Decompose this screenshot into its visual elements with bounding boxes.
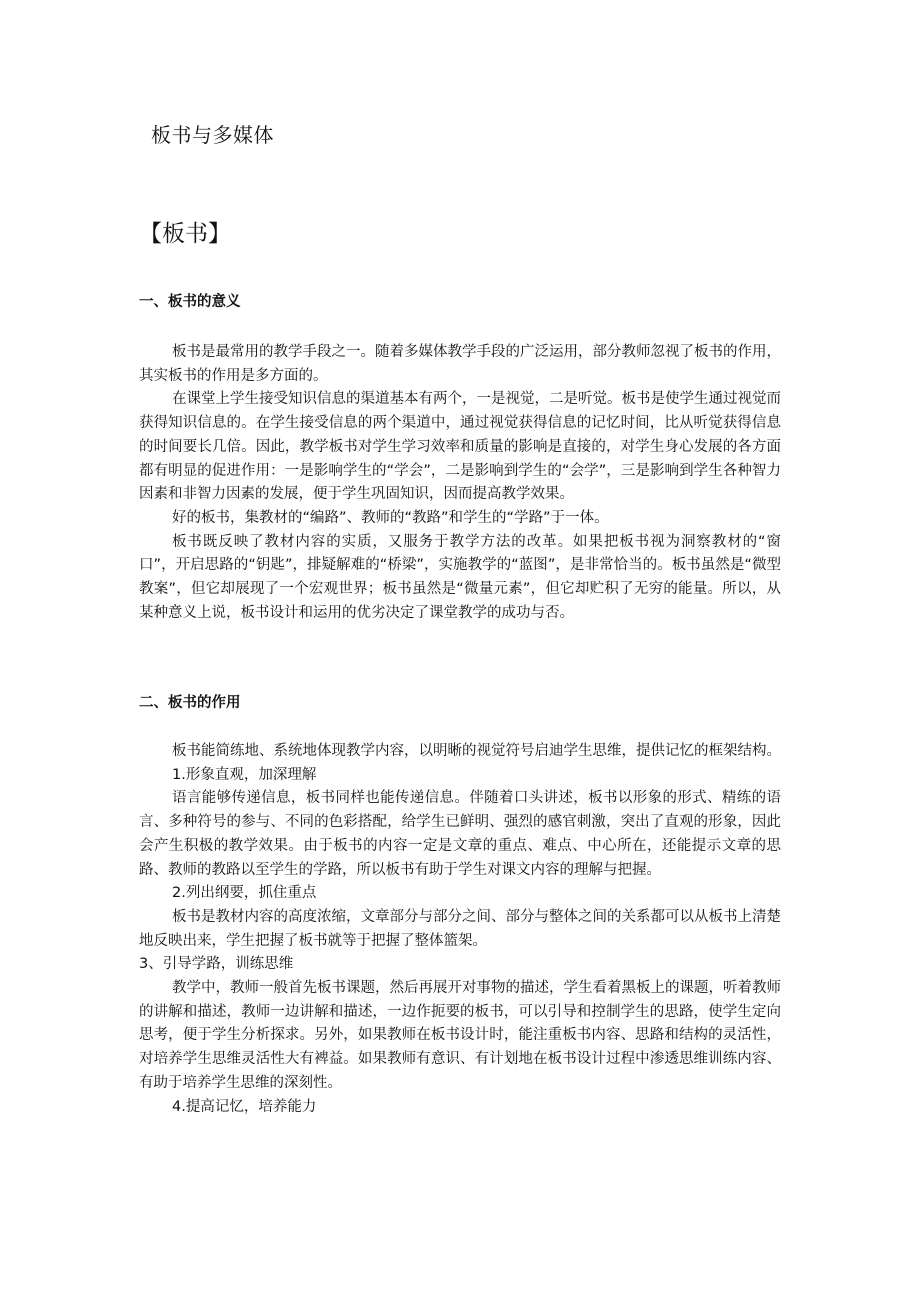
paragraph: 板书能简练地、系统地体现教学内容，以明晰的视觉符号启迪学生思维，提供记忆的框架结构。 (172, 743, 781, 759)
meaning-body (139, 341, 781, 625)
heading-function: 二、板书的作用 (139, 695, 241, 711)
paragraph: 板书是教材内容的高度浓缩，文章部分与部分之间、部分与整体之间的关系都可以从板书上清楚地反映出来，学生把握了板书就等于把握了整体篮架。 (139, 908, 781, 949)
section-title: 【板书】 (139, 221, 231, 247)
subheading: 1.形象直观，加深理解 (172, 766, 317, 783)
subheading: 2.列出纲要，抓住重点 (172, 885, 317, 902)
document-title: 板书与多媒体 (151, 123, 274, 147)
paragraph: 教学中，教师一般首先板书课题，然后再展开对事物的描述，学生看着黑板上的课题，听着教师的讲解和描述，教师一边讲解和描述，一边作扼要的板书，可以引导和控制学生的思路，使学生定向思考，便于学生分析探求。另外，如果教师在板书设计时，能注重板书内容、思路和结构的灵活性，对培养学生思维灵活性大有裨益。如果教师有意识、有计划地在板书设计过程中渗透思维训练内容、有助于培养学生思维的深刻性。 (139, 980, 781, 1091)
paragraph: 在课堂上学生接受知识信息的渠道基本有两个，一是视觉，二是听觉。板书是使学生通过视觉而获得知识信息的。在学生接受信息的两个渠道中，通过视觉获得信息的记忆时间，比从听觉获得信息的时间要长几倍。因此，教学板书对学生学习效率和质量的影响是直接的，对学生身心发展的各方面都有明显的促进作用：一是影响学生的“学会”，二是影响到学生的“会学”，三是影响到学生各种智力因素和非智力因素的发展，便于学生巩固知识，因而提高教学效果。 (139, 391, 781, 503)
subheading: 4.提高记忆，培养能力 (172, 1098, 317, 1115)
paragraph: 板书既反映了教材内容的实质，又服务于教学方法的改革。如果把板书视为洞察教材的“窗口”，开启思路的“钥匙”，排疑解难的“桥梁”，实施教学的“蓝图”，是非常恰当的。板书虽然是“微型教案”，但它却展现了一个宏观世界；板书虽然是“微量元素”，但它却贮积了无穷的能量。所以，从某种意义上说，板书设计和运用的优劣决定了课堂教学的成功与否。 (139, 533, 781, 621)
paragraph: 语言能够传递信息，板书同样也能传递信息。伴随着口头讲述，板书以形象的形式、精练的语言、多种符号的参与、不同的色彩搭配，给学生已鲜明、强烈的感官刺激，突出了直观的形象，因此会产生积极的教学效果。由于板书的内容一定是文章的重点、难点、中心所在，还能提示文章的思路、教师的教路以至学生的学路，所以板书有助于学生对课文内容的理解与把握。 (139, 790, 781, 878)
paragraph: 板书是最常用的教学手段之一。随着多媒体教学手段的广泛运用，部分教师忽视了板书的作用，其实板书的作用是多方面的。 (139, 344, 781, 384)
heading-meaning: 一、板书的意义 (139, 294, 241, 310)
subheading: 3、引导学路，训练思维 (139, 956, 294, 973)
function-body (139, 740, 781, 1119)
paragraph: 好的板书，集教材的“编路”、教师的“教路”和学生的“学路”于一体。 (172, 509, 609, 526)
